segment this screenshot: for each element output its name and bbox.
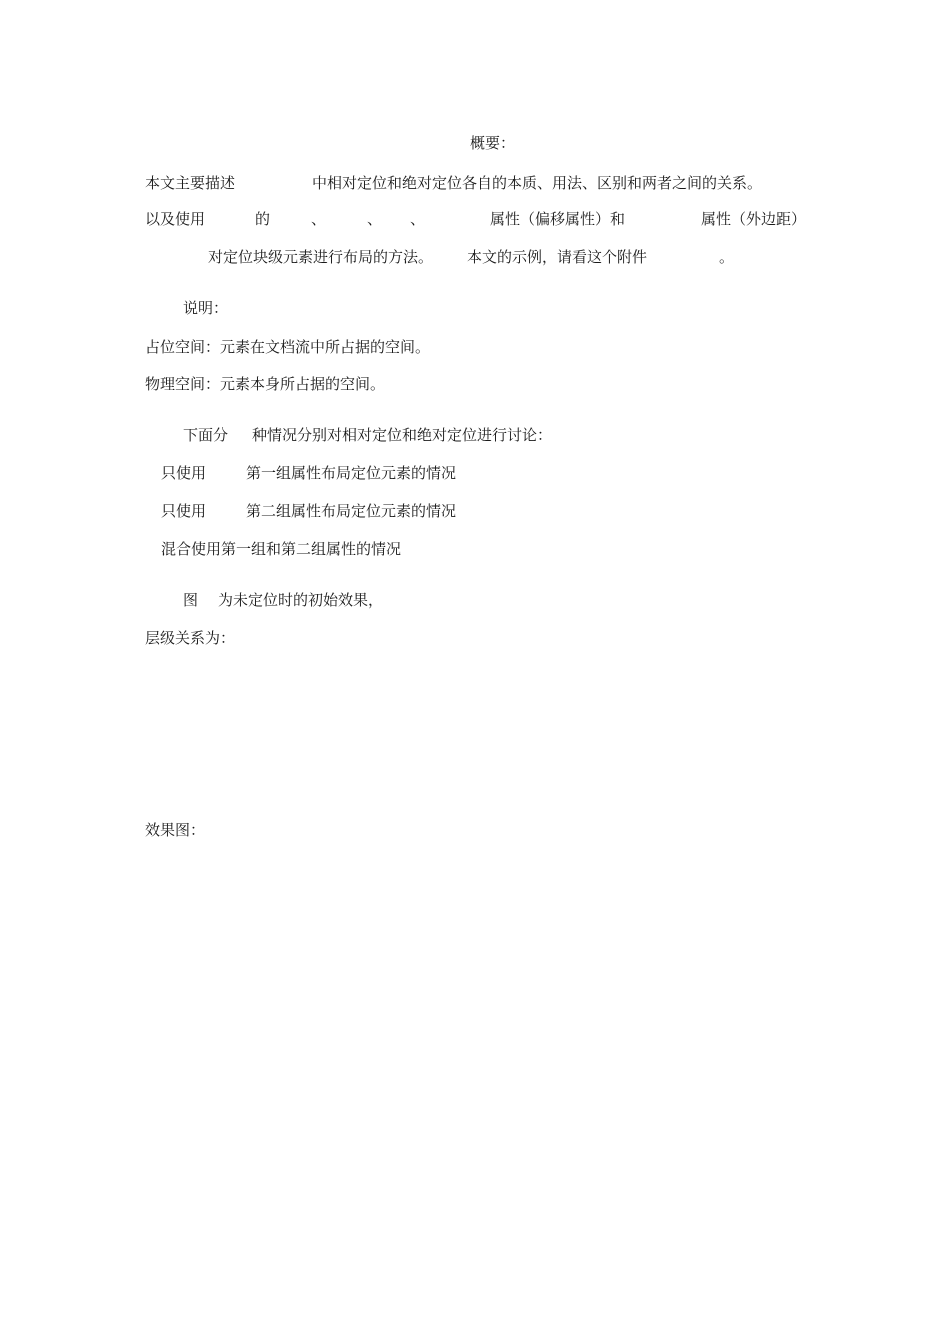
intro-line-2-offset-props: 属性（偏移属性）和 [490, 210, 626, 228]
intro-line-1-start: 本文主要描述 [145, 174, 236, 192]
intro-line-1-end: 中相对定位和绝对定位各自的本质、用法、区别和两者之间的关系。 [312, 174, 763, 192]
intro-line-2-sep-1: 、 [311, 210, 327, 228]
intro-line-3-end: 。 [719, 248, 735, 266]
cases-lead-end: 种情况分别对相对定位和绝对定位进行讨论： [252, 426, 553, 444]
figure-caption-end: 为未定位时的初始效果， [218, 591, 384, 609]
cases-lead-start: 下面分 [183, 426, 229, 444]
intro-line-2-sep-2: 、 [367, 210, 383, 228]
figure-caption-start: 图 [183, 591, 199, 609]
case-1-end: 第一组属性布局定位元素的情况 [246, 464, 457, 482]
case-1-start: 只使用 [161, 464, 207, 482]
intro-line-2-sep-3: 、 [410, 210, 426, 228]
intro-line-2-margin-props: 属性（外边距） [701, 210, 807, 228]
hierarchy-label: 层级关系为： [145, 629, 236, 647]
intro-line-2-start: 以及使用 [145, 210, 206, 228]
case-2-end: 第二组属性布局定位元素的情况 [246, 502, 457, 520]
note-item-2: 物理空间：元素本身所占据的空间。 [145, 375, 386, 393]
note-item-1: 占位空间：元素在文档流中所占据的空间。 [145, 338, 431, 356]
page-title: 概要： [470, 134, 516, 152]
intro-line-3-start: 对定位块级元素进行布局的方法。 [208, 248, 434, 266]
notes-heading: 说明： [183, 299, 229, 317]
intro-line-3-middle: 本文的示例，请看这个附件 [467, 248, 648, 266]
intro-line-2-de: 的 [255, 210, 271, 228]
effect-label: 效果图： [145, 821, 206, 839]
case-3: 混合使用第一组和第二组属性的情况 [161, 540, 402, 558]
case-2-start: 只使用 [161, 502, 207, 520]
